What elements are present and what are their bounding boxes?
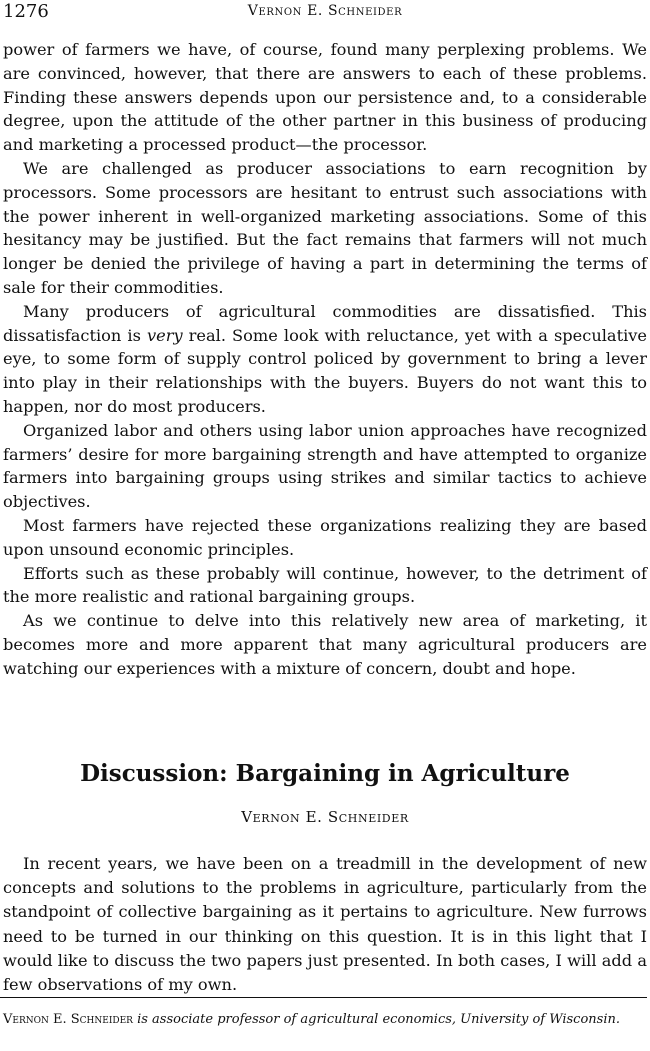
paragraph-text-end: real. Some look with reluctance, yet with a speculative eye, to some form of supply control policed by government to bring a lever into play in their relationships with the buyers. Buyers do not want this to happen, nor do most producers. [3,325,647,416]
footnote-author: Vernon E. Schneider [3,1012,133,1027]
paragraph: Organized labor and others using labor union approaches have recognized farmers’ desire for more bargaining strength and have attempted to organize farmers into bargaining groups using strikes and similar tactics to achieve objectives. [3,420,647,512]
page-number: 1276 [3,1,49,22]
running-head [3,1,647,25]
article-body [3,852,647,997]
footnote-divider [0,997,647,998]
emphasis-very: very [147,325,183,345]
paragraph: Efforts such as these probably will continue, however, to the detriment of the more realistic and rational bargaining groups. [3,563,647,607]
byline: Vernon E. Schneider [241,808,409,826]
article-title: Discussion: Bargaining in Agriculture [80,760,570,787]
footnote [3,1011,647,1029]
paragraph: We are challenged as producer associations to earn recognition by processors. Some processors are hesitant to entrust such associations with the power inherent in well-organized marketing associations. Some of this hesitancy may be justified. But the fact remains that farmers will not much longer be denied the privilege of having a part in determining the terms of sale for their commodities. [3,158,647,297]
paragraph: As we continue to delve into this relatively new area of marketing, it becomes more and more apparent that many agricultural producers are watching our experiences with a mixture of concern, doubt and hope. [3,611,647,678]
paragraph: power of farmers we have, of course, found many perplexing problems. We are convinced, however, that there are answers to each of these problems. Finding these answers depends upon our persistence and, to a considerable degree, upon the attitude of the other partner in this business of producing and marketing a processed product—the processor. [3,40,647,155]
paragraph-text-start: Many producers of agricultural commodities are dissatisfied. This dissatisfaction is [3,301,647,345]
paragraph: In recent years, we have been on a treadmill in the development of new concepts and solutions to the problems in agriculture, particularly from the standpoint of collective bargaining as it pertains to agriculture. New furrows need to be turned in our thinking on this question. It is in this light that I would like to discuss the two papers just presented. In both cases, I will add a few observations of my own. [3,854,647,995]
footnote-text: is associate professor of agricultural economics, University of Wisconsin. [137,1012,620,1027]
paragraph [3,300,647,419]
running-title: Vernon E. Schneider [247,3,403,19]
continued-text [3,38,647,681]
paragraph: Most farmers have rejected these organizations realizing they are based upon unsound economic principles. [3,515,647,559]
